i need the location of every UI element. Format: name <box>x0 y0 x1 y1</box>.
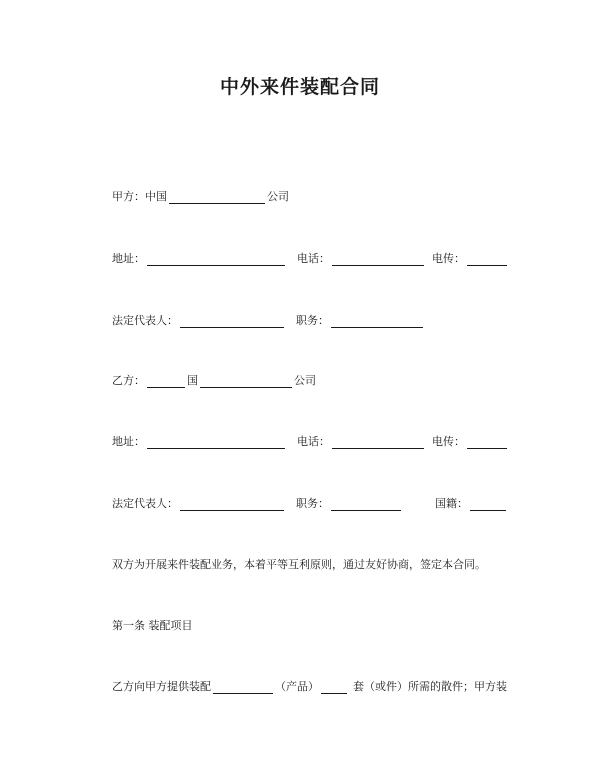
party-b-phone-blank <box>332 436 424 449</box>
preamble-paragraph: 双方为开展来件装配业务，本着平等互利原则，通过友好协商，签定本合同。 <box>112 558 486 571</box>
party-a-phone-label: 电话： <box>297 252 330 265</box>
party-a-label: 甲方：中国 <box>112 190 167 203</box>
party-a-line <box>112 188 289 204</box>
party-a-phone-blank <box>332 253 424 266</box>
party-b-rep-label: 法定代表人： <box>112 497 178 510</box>
document-title: 中外来件装配合同 <box>219 76 380 98</box>
party-a-name-blank <box>169 191 265 204</box>
party-b-nationality-label: 国籍： <box>435 497 468 510</box>
party-a-address-blank <box>147 253 285 266</box>
party-b-nationality-blank <box>470 498 506 511</box>
party-b-position-label: 职务： <box>296 497 329 510</box>
quantity-blank <box>321 681 347 694</box>
party-a-fax-blank <box>467 253 507 266</box>
article-1-text <box>112 678 507 694</box>
article-1-heading: 第一条 装配项目 <box>112 619 193 632</box>
product-blank <box>213 681 273 694</box>
party-b-label: 乙方： <box>112 374 145 387</box>
article-1-text-part2: （产品） <box>275 680 319 693</box>
party-a-fax-label: 电传： <box>432 252 465 265</box>
party-a-rep-line <box>112 312 425 328</box>
party-b-name-blank <box>200 375 292 388</box>
party-b-fax-label: 电传： <box>432 435 465 448</box>
article-1-text-part3: 套（或件）所需的散件；甲方装 <box>353 680 507 693</box>
party-b-suffix: 公司 <box>294 374 316 387</box>
party-b-fax-blank <box>467 436 507 449</box>
party-a-suffix: 公司 <box>267 190 289 203</box>
party-b-contact-line <box>112 433 509 449</box>
party-a-rep-label: 法定代表人： <box>112 314 178 327</box>
party-b-country-blank <box>147 375 185 388</box>
party-a-position-label: 职务： <box>296 314 329 327</box>
party-b-phone-label: 电话： <box>297 435 330 448</box>
party-b-line <box>112 372 316 388</box>
party-a-address-label: 地址： <box>112 252 145 265</box>
party-a-contact-line <box>112 250 509 266</box>
article-1-text-part1: 乙方向甲方提供装配 <box>112 680 211 693</box>
party-b-country-suffix: 国 <box>187 374 198 387</box>
party-b-rep-blank <box>180 498 284 511</box>
party-a-position-blank <box>331 315 423 328</box>
party-b-address-blank <box>147 436 285 449</box>
party-b-rep-line <box>112 495 508 511</box>
party-b-position-blank <box>331 498 401 511</box>
party-b-address-label: 地址： <box>112 435 145 448</box>
party-a-rep-blank <box>180 315 284 328</box>
